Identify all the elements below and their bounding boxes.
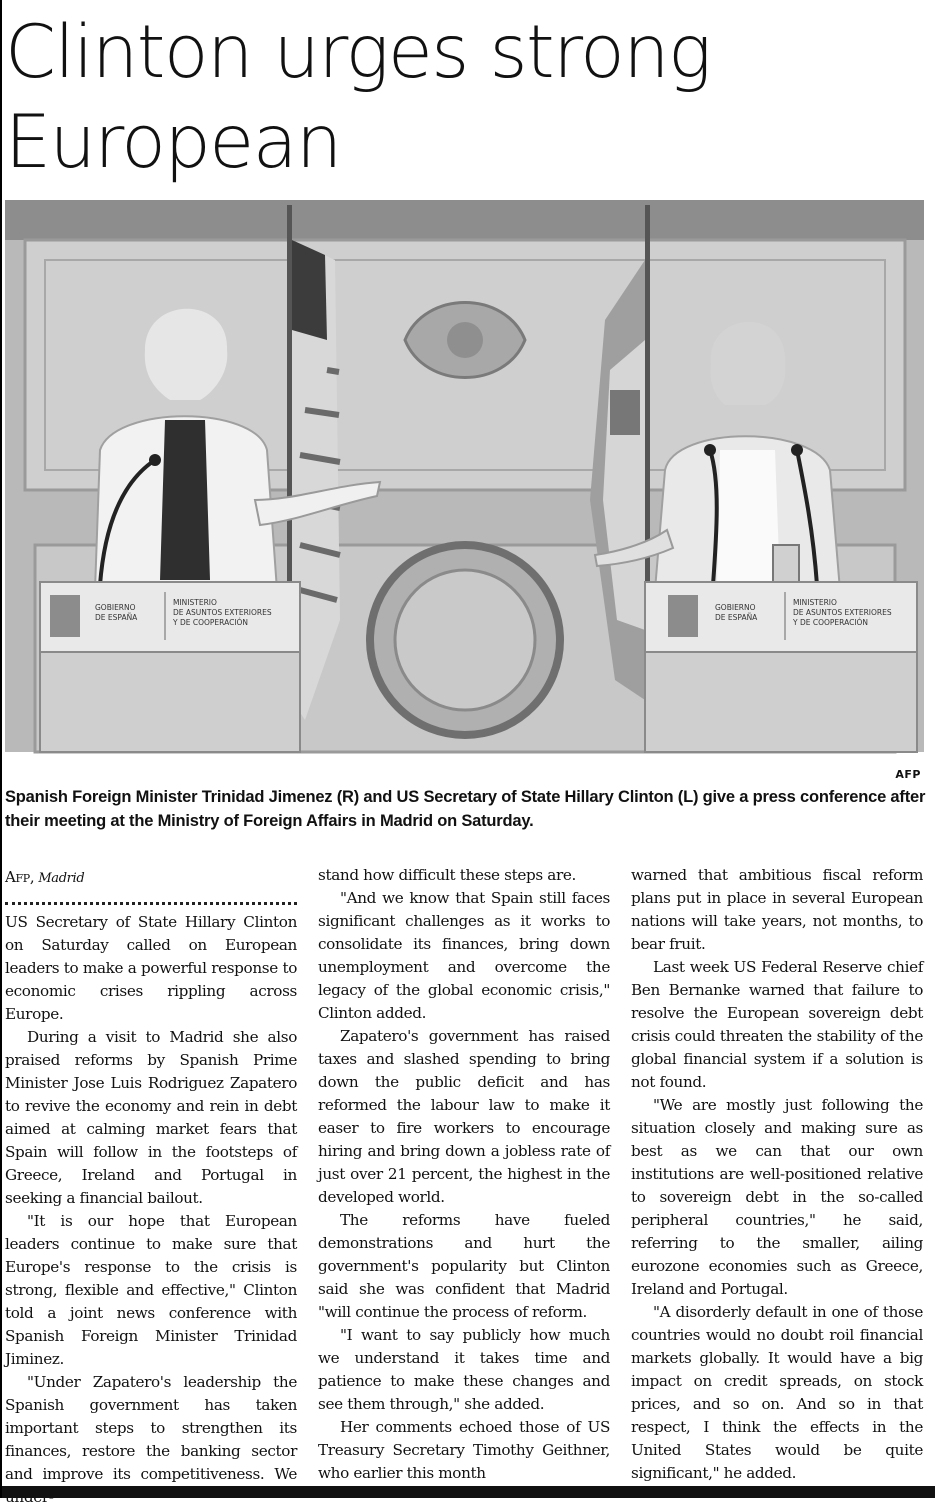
photo-credit: AFP [895, 768, 921, 781]
dateline-place: Madrid [38, 871, 85, 886]
paragraph: "And we know that Spain still faces significant challenges as it works to consolidate its finances, bring down unemployment and overcome the legacy of the global economic crisis," Clinton added. [318, 889, 610, 1022]
podium-left-line2: DE ESPAÑA [95, 613, 138, 622]
bottom-rule [2, 1486, 935, 1498]
podium-left-line4: DE ASUNTOS EXTERIORES [173, 608, 272, 617]
photo-illustration [5, 200, 924, 752]
paragraph: During a visit to Madrid she also praised reforms by Spanish Prime Minister Jose Luis Rodriguez Zapatero to revive the economy and rein in debt aimed at calming market fears that Spain will follow in the footsteps of Greece, Ireland and Portugal in seeking a financial bailout. [5, 1028, 297, 1207]
paragraph: US Secretary of State Hillary Clinton on Saturday called on European leaders to make a powerful response to economic crises rippling across Europe. [5, 913, 297, 1023]
dateline-agency: Afp, [5, 868, 35, 886]
article-column-2 [318, 864, 610, 1484]
paragraph: Zapatero's government has raised taxes and slashed spending to bring down the public deficit and has reformed the labour law to make it easer to fire workers to encourage hiring and bring down a jobless rate of just over 21 percent, the highest in the developed world. [318, 1027, 610, 1206]
paragraph: stand how difficult these steps are. [318, 866, 577, 884]
paragraph: warned that ambitious fiscal reform plans put in place in several European nations will take years, not months, to bear fruit. [631, 866, 923, 953]
podium-right-line5: Y DE COOPERACIÓN [793, 618, 869, 627]
podium-right-line1: GOBIERNO [715, 603, 756, 612]
podium-right-line2: DE ESPAÑA [715, 613, 758, 622]
podium-left-line3: MINISTERIO [173, 598, 217, 607]
article-column-1 [5, 864, 297, 1484]
podium-right-line3: MINISTERIO [793, 598, 837, 607]
paragraph: "It is our hope that European leaders continue to make sure that Europe's response to the crisis is strong, flexible and effective," Clinton told a joint news conference with Spanish Foreign Minister Trinidad Jiminez. [5, 1212, 297, 1368]
photo-caption: Spanish Foreign Minister Trinidad Jimenez (R) and US Secretary of State Hillary Clinton (L) give a press conference after their meeting at the Ministry of Foreign Affairs in Madrid on Saturday. [5, 788, 926, 830]
paragraph: "We are mostly just following the situation closely and making sure as best as we can that our own institutions are well-positioned relative to sovereign debt in the so-called peripheral countries," he said, referring to the smaller, ailing eurozone economies such as Greece, Ireland and Portugal. [631, 1096, 923, 1298]
press-conference-photo [5, 200, 924, 752]
article-column-3 [631, 864, 923, 1484]
paragraph: Last week US Federal Reserve chief Ben Bernanke warned that failure to resolve the European sovereign debt crisis could threaten the stability of the global financial system if a solution is not found. [631, 958, 923, 1091]
podium-left-line5: Y DE COOPERACIÓN [173, 618, 249, 627]
paragraph: The reforms have fueled demonstrations and hurt the government's popularity but Clinton said she was confident that Madrid "will continue the process of reform. [318, 1211, 610, 1321]
paragraph: "Under Zapatero's leadership the Spanish government has taken important steps to strengthen its finances, restore the banking sector and improve its competitiveness. We [5, 1373, 297, 1483]
headline: Clinton urges strong European [5, 10, 711, 185]
podium-left-line1: GOBIERNO [95, 603, 136, 612]
dateline [5, 864, 297, 892]
paragraph: Her comments echoed those of US Treasury Secretary Timothy Geithner, who earlier this month [318, 1418, 610, 1482]
dotted-divider [5, 892, 297, 905]
paragraph: "A disorderly default in one of those countries would no doubt roil financial markets globally. It would have a big impact on credit spreads, on stock prices, and so on. And so in that respect, I think the effects in the United States would be quite significant," he added. [631, 1303, 923, 1482]
podium-right-line4: DE ASUNTOS EXTERIORES [793, 608, 892, 617]
paragraph: "I want to say publicly how much we understand it takes time and patience to make these changes and see them through," she added. [318, 1326, 610, 1413]
